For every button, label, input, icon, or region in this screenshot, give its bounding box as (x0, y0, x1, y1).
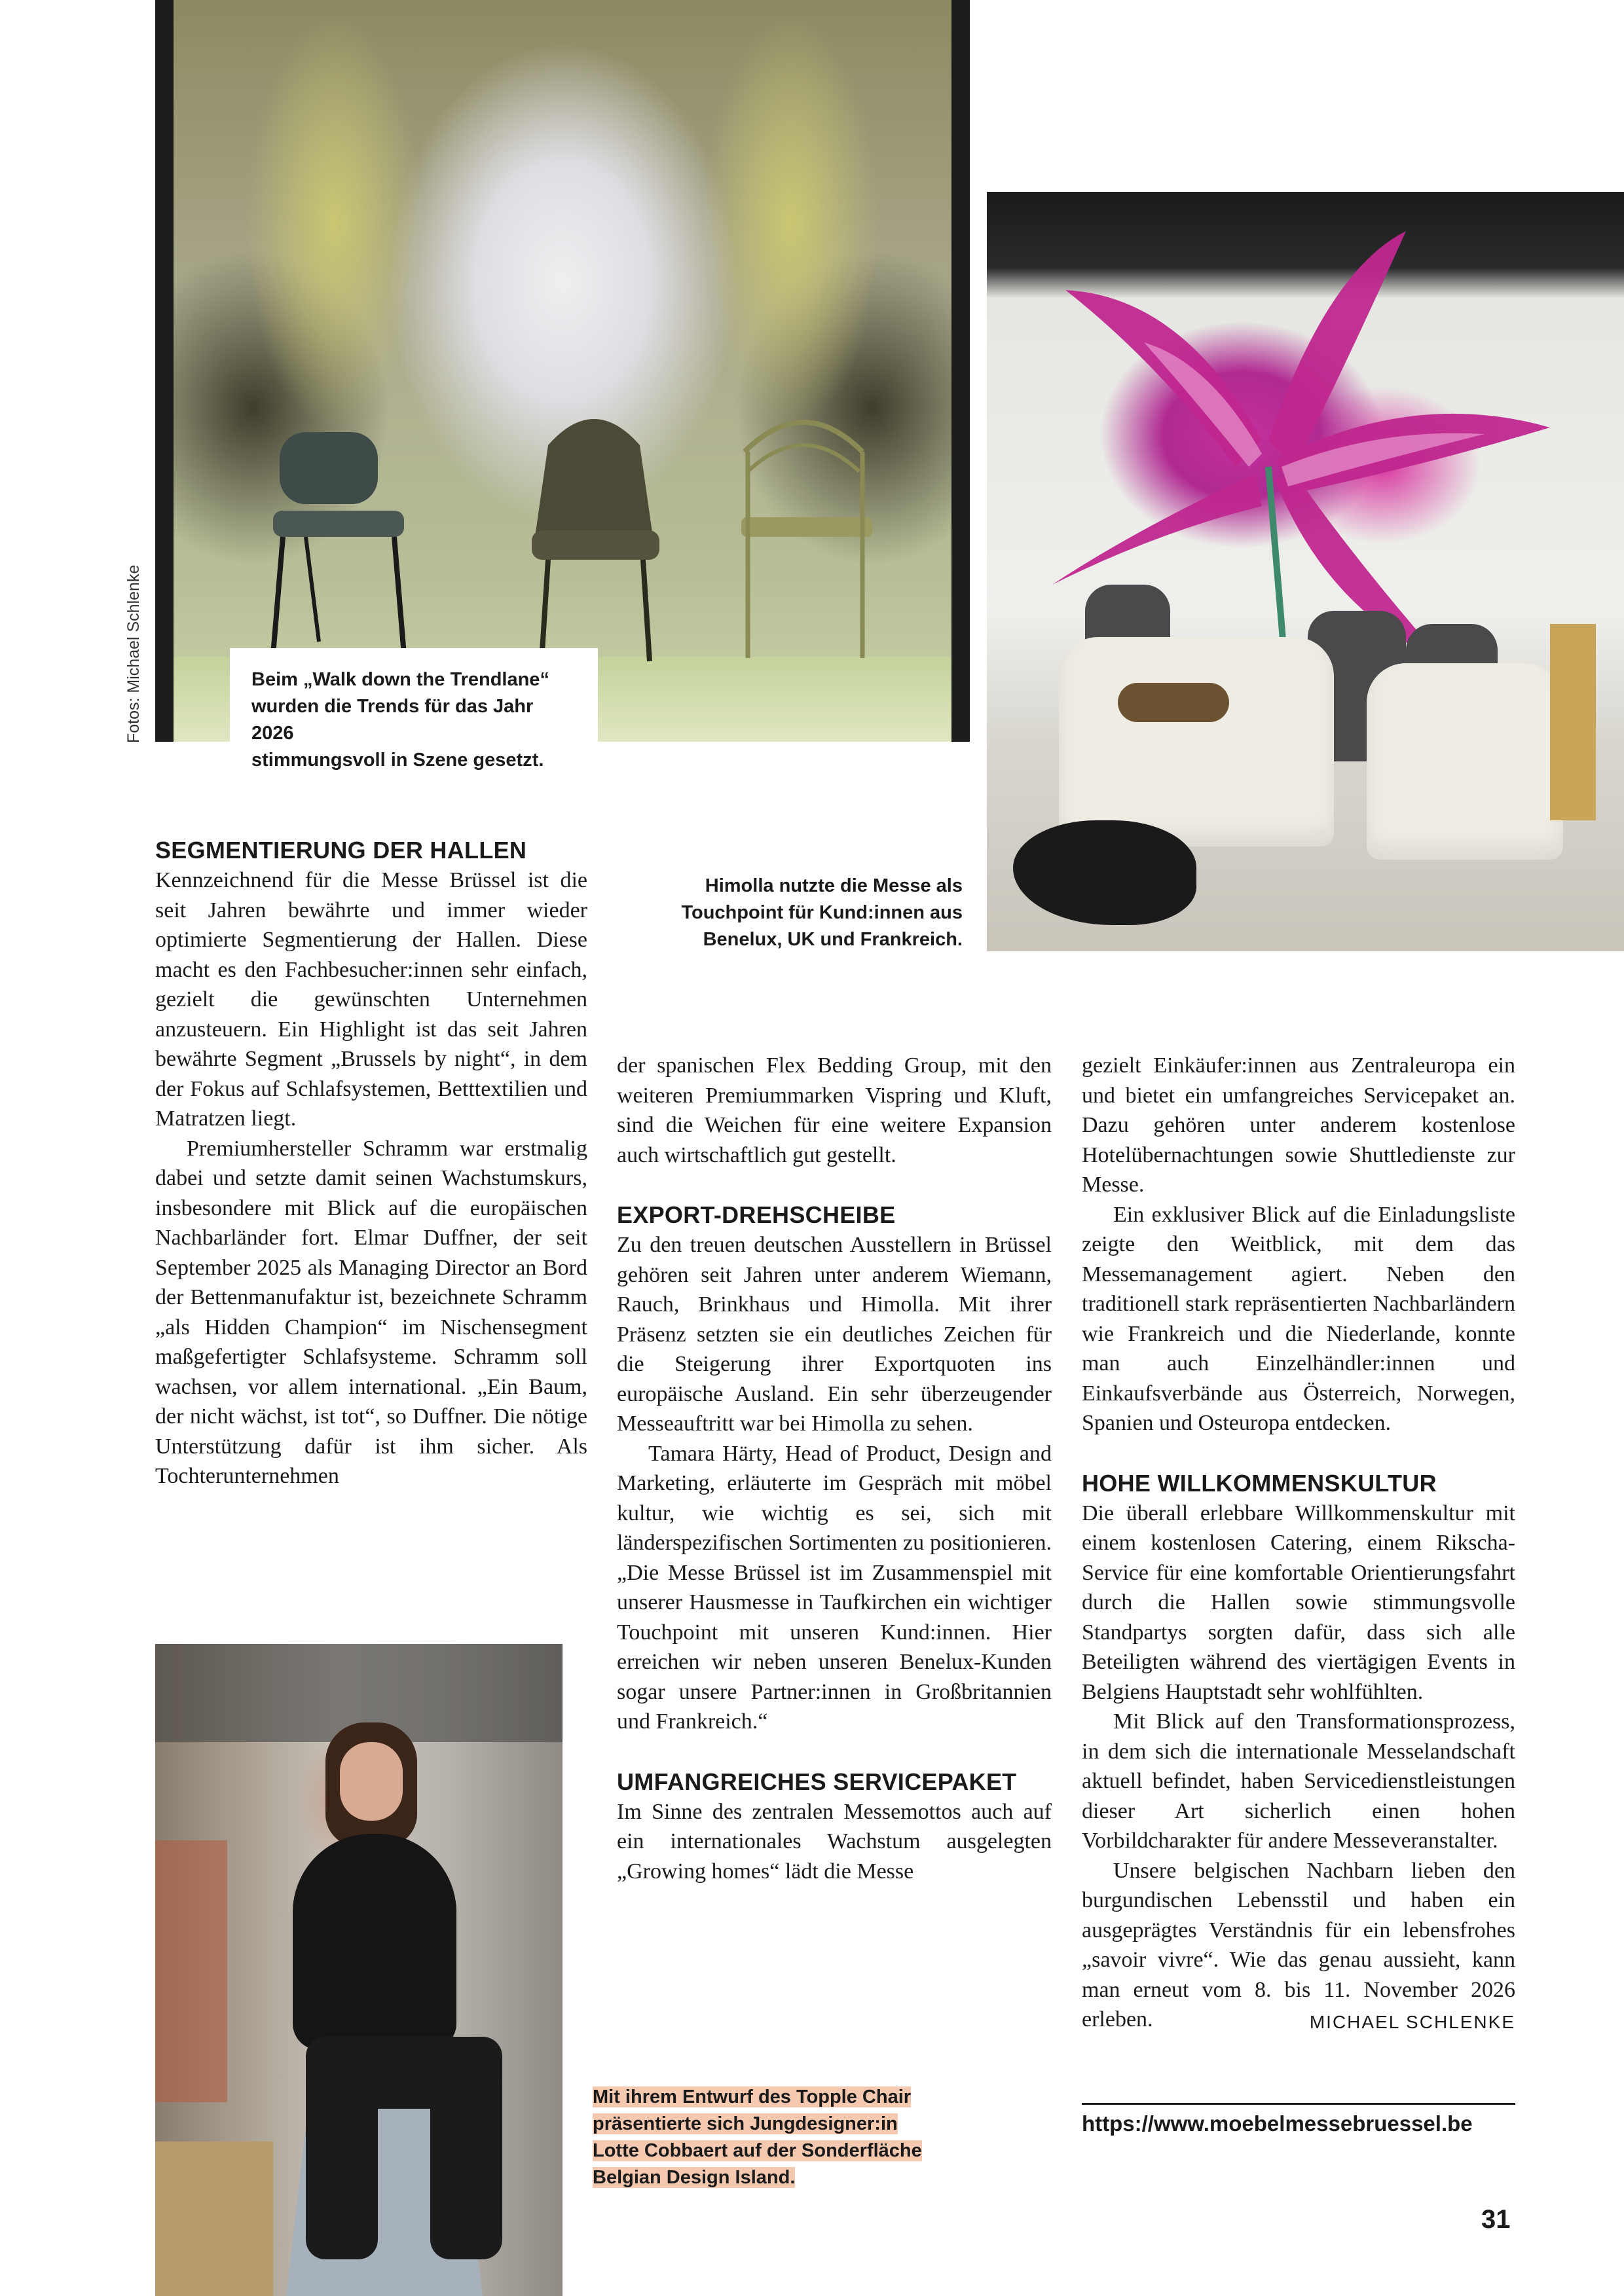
heading-willkommenskultur: HOHE WILLKOMMENSKULTUR (1082, 1469, 1437, 1497)
article-column-3 (1082, 1051, 1515, 2037)
caption-line (593, 2138, 959, 2164)
paragraph: Premiumhersteller Schramm war erstmalig dabei und setzte damit seinen Wachstumskurs, insbesondere mit Blick auf die europäischen Nachbarländer fort. Elmar Duffner, der seit September 2025 als Managing Director an Bord der Bettenmanufaktur ist, bezeichnete Schramm „als Hidden Champion“ im Nischensegment maßgefertigter Schlafsysteme. Schramm soll wachsen, vor allem international. „Ein Baum, der nicht wächst, ist tot“, so Duffner. Die nötige Unterstützung dafür ist ihm sicher. Als Tochterunternehmen (155, 1136, 587, 1488)
figure-leg-left (306, 2063, 378, 2259)
caption-himolla (648, 873, 963, 953)
heading-export: EXPORT-DREHSCHEIBE (617, 1201, 896, 1228)
caption-line: Benelux, UK und Frankreich. (703, 929, 963, 950)
photo-credit: Fotos: Michael Schlenke (124, 564, 143, 743)
page-number: 31 (1481, 2205, 1511, 2234)
paragraph: Die überall erlebbare Willkommenskultur mit einem kostenlosen Catering, einem Rikscha-Service für eine komfortable Orientierungsfahrt durch die Hallen sowie stimmungsvolle Standpartys sorgten dafür, dass sich alle Beteiligten während des viertägigen Events in Belgiens Hauptstadt sehr wohlfühlten. (1082, 1501, 1515, 1704)
paragraph: Zu den treuen deutschen Ausstellern in Brüssel gehören seit Jahren unter anderem Wiemann, Rauch, Brinkhaus und Himolla. Mit ihrer Präsenz setzten sie ein deutliches Zeichen für die Steigerung ihrer Exportquoten ins europäische Ausland. Ein sehr überzeugender Messeauftritt war bei Himolla zu sehen. (617, 1233, 1052, 1436)
photo-trendlane-chairs (155, 0, 970, 771)
caption-line: Beim „Walk down the Trendlane“ (251, 669, 549, 690)
photo-designer-topple-chair (155, 1644, 563, 2296)
author: MICHAEL SCHLENKE (1309, 2012, 1515, 2032)
paragraph-text: Unsere belgischen Nachbarn lieben den burgundischen Lebensstil und haben ein ausgeprägtes Verständnis für ein lebensfrohes „savoir vivre“. Wie das genau aussieht, kann man erneut vom 8. bis 11. November 2026 erleben. (1082, 1858, 1515, 2032)
caption-highlight: präsentierte sich Jungdesigner:in (593, 2113, 898, 2134)
paragraph (1082, 1856, 1515, 2035)
caption-line: Himolla nutzte die Messe als (705, 875, 963, 896)
caption-line (593, 2111, 959, 2138)
website-link[interactable]: https://www.moebelmessebruessel.be (1082, 2111, 1473, 2136)
caption-designer (593, 2084, 959, 2191)
photo-himolla-booth (987, 192, 1624, 951)
article-column-1 (155, 835, 587, 1491)
figure-leg-right (430, 2063, 502, 2259)
caption-line (593, 2164, 959, 2191)
heading-servicepaket: UMFANGREICHES SERVICEPAKET (617, 1768, 1017, 1795)
face (340, 1742, 403, 1821)
caption-line: Touchpoint für Kund:innen aus (681, 902, 963, 923)
caption-line (593, 2084, 959, 2111)
cushion (1118, 683, 1229, 722)
url-divider (1082, 2103, 1515, 2105)
paragraph: Tamara Härty, Head of Product, Design and Marketing, erläuterte im Gespräch mit möbel kultur, wie wichtig es sei, sich mit länderspezifischen Sortimenten zu positionieren. „Die Messe Brüssel ist im Zusammenspiel mit unserer Hausmesse in Taufkirchen ein wichtiger Touchpoint mit unseren Kund:innen. Hier erreichen wir neben unseren Benelux-Kunden sogar unsere Partner:innen in Großbritannien und Frankreich.“ (617, 1441, 1052, 1734)
caption-highlight: Mit ihrem Entwurf des Topple Chair (593, 2086, 912, 2107)
paragraph: Kennzeichnend für die Messe Brüssel ist die seit Jahren bewährte und immer wieder optimierte Segmentierung der Hallen. Diese macht es den Fachbesucher:innen sehr einfach, gezielt die gewünschten Unternehmen anzusteuern. Ein Highlight ist das seit Jahren bewährte Segment „Brussels by night“, in dem der Fokus auf Schlafsystemen, Betttextilien und Matratzen liegt. (155, 868, 587, 1131)
gold-pedestal (1550, 624, 1596, 820)
paragraph: der spanischen Flex Bedding Group, mit den weiteren Premiummarken Vispring und Kluft, sind die Weichen für eine weitere Expansion auch wirtschaftlich gut gestellt. (617, 1053, 1052, 1167)
caption-highlight: Belgian Design Island. (593, 2167, 796, 2188)
heading-segmentierung: SEGMENTIERUNG DER HALLEN (155, 837, 527, 864)
caption-trendlane (230, 648, 598, 771)
caption-highlight: Lotte Cobbaert auf der Sonderfläche (593, 2140, 922, 2161)
paragraph: Im Sinne des zentralen Messemottos auch auf ein internationales Wachstum ausgelegten „Growing homes“ lädt die Messe (617, 1799, 1052, 1884)
caption-line: stimmungsvoll in Szene gesetzt. (251, 750, 544, 771)
figure-body (293, 1834, 456, 2050)
chairs-illustration (155, 0, 970, 742)
paragraph: gezielt Einkäufer:innen aus Zentraleuropa ein und bietet ein umfangreiches Servicepaket an. Dazu gehören unter anderem kostenlose Hotelübernachtungen sowie Shuttledienste zur Messe. (1082, 1053, 1515, 1197)
paragraph: Mit Blick auf den Transformationsprozess, in dem sich die internationale Messelandschaft aktuell befindet, haben Servicedienstleistungen dieser Art sicherlich einen hohen Vorbildcharakter für andere Messeveranstalter. (1082, 1709, 1515, 1853)
caption-line: wurden die Trends für das Jahr 2026 (251, 696, 534, 744)
article-column-2 (617, 1051, 1052, 1886)
paragraph: Ein exklusiver Blick auf die Einladungsliste zeigte den Weitblick, mit dem das Messemanagement agiert. Neben den traditionell stark repräsentierten Nachbarländern wie Frankreich und die Niederlande, konnte man auch Einzelhändler:innen und Einkaufsverbände aus Österreich, Norwegen, Spanien und Osteuropa entdecken. (1082, 1202, 1515, 1435)
